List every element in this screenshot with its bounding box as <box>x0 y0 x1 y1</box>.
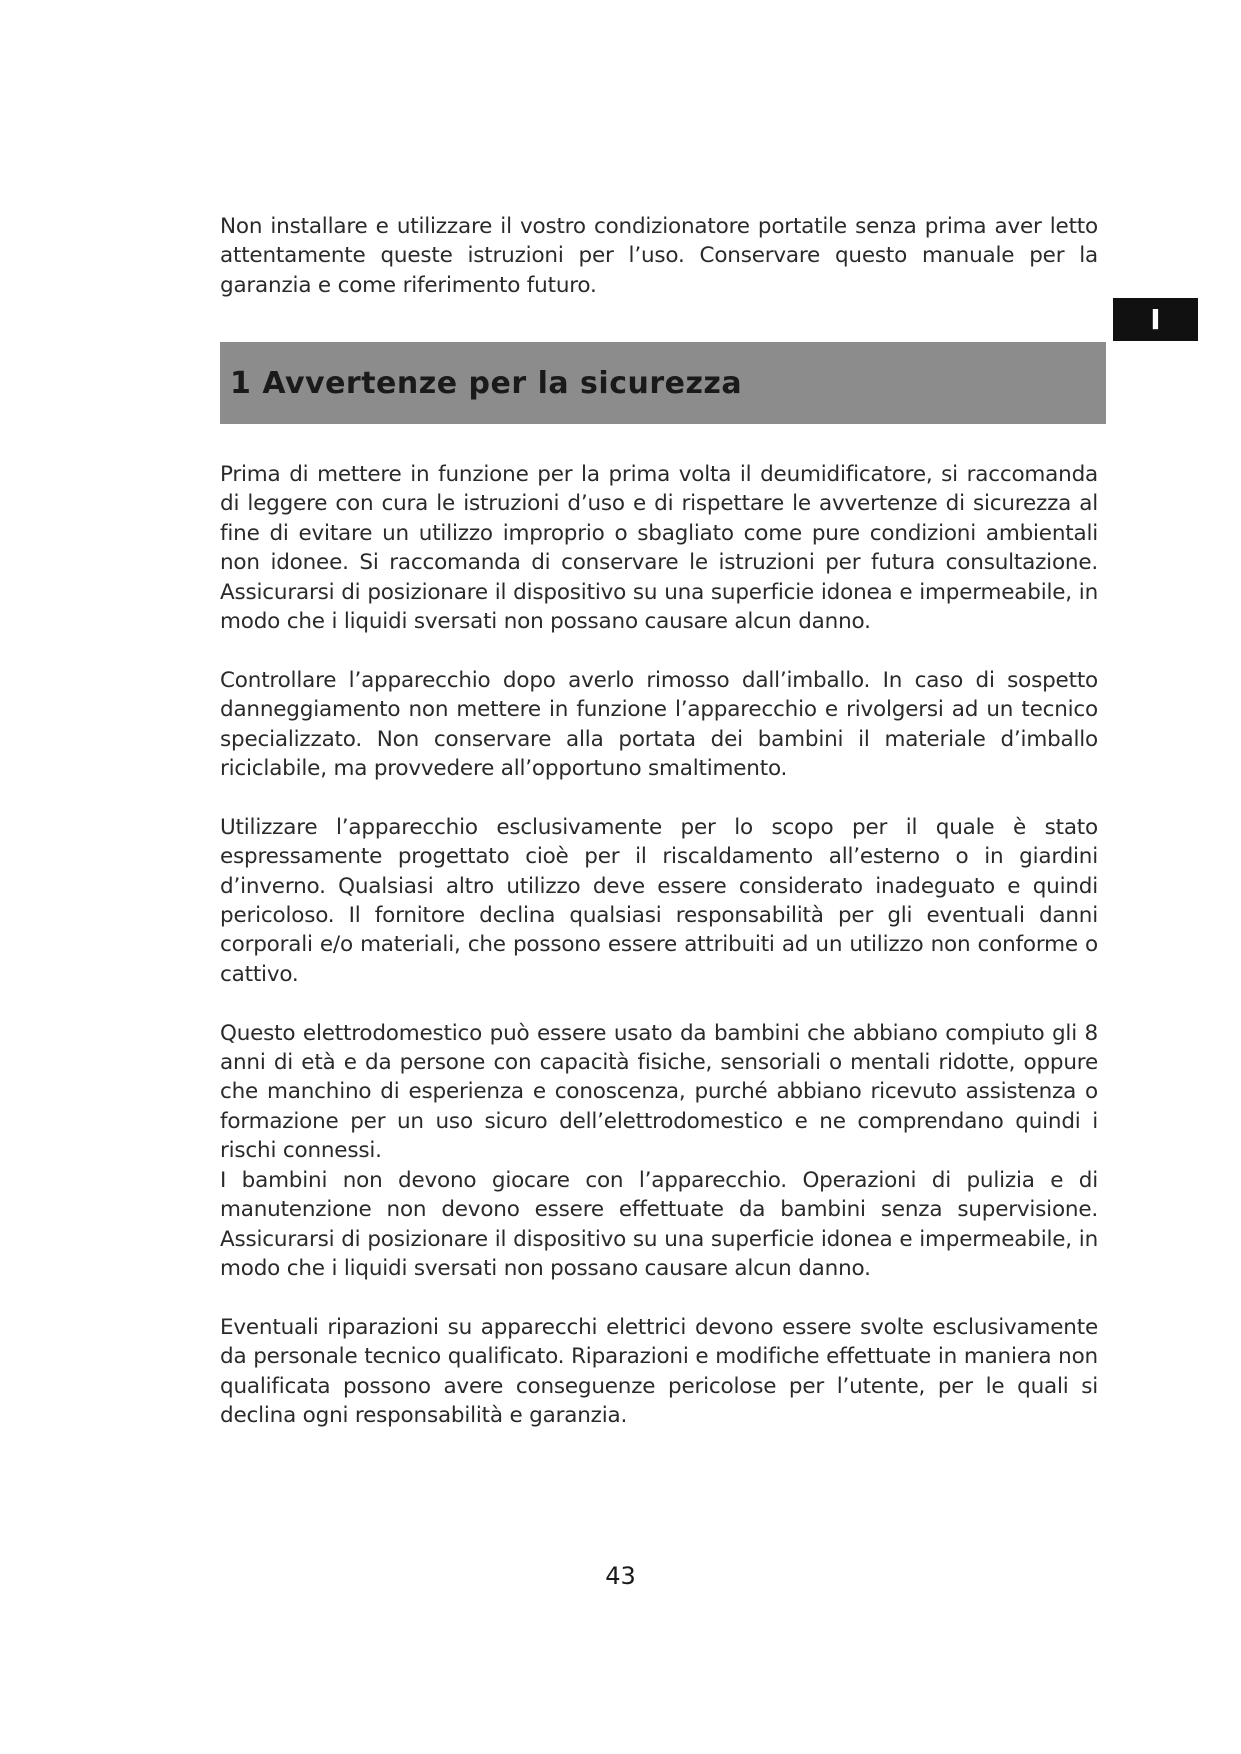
section-title: 1 Avvertenze per la sicurezza <box>230 365 743 401</box>
intro-text-block <box>220 212 1098 300</box>
section-header-bar <box>220 342 1106 424</box>
language-tab-italian: I <box>1113 298 1198 341</box>
intro-paragraph: Non installare e utilizzare il vostro condizionatore portatile senza prima aver letto attentamente queste istruzioni per l’uso. Conservare questo manuale per la garanzia e come riferimento futuro. <box>220 214 1098 298</box>
paragraph-repairs: Eventuali riparazioni su apparecchi elettrici devono essere svolte esclusivamente da personale tecnico qualificato. Riparazioni e modifiche effettuate in maniera non qualificata possono avere conseguenze pericolose per l’utente, per le quali si declina ogni responsabilità e garanzia. <box>220 1314 1098 1428</box>
paragraph-children-users: Questo elettrodomestico può essere usato da bambini che abbiano compiuto gli 8 anni di età e da persone con capacità fisiche, sensoriali o mentali ridotte, oppure che manchino di esperienza e conoscenza, purché abbiano ricevuto assistenza o formazione per un uso sicuro dell’elettrodomestico e ne comprendano quindi i rischi connessi. <box>220 1020 1098 1164</box>
paragraph-intended-use: Utilizzare l’apparecchio esclusivamente per lo scopo per il quale è stato espressamente progettato cioè per il riscaldamento all’esterno o in giardini d’inverno. Qualsiasi altro utilizzo deve essere considerato inadeguato e quindi pericoloso. Il fornitore declina qualsiasi responsabilità per gli eventuali danni corporali e/o materiali, che possono essere attribuiti ad un utilizzo non conforme o cattivo. <box>220 814 1098 987</box>
safety-text-block <box>220 460 1098 1460</box>
paragraph-unpacking: Controllare l’apparecchio dopo averlo rimosso dall’imballo. In caso di sospetto danneggiamento non mettere in funzione l’apparecchio e rivolgersi ad un tecnico specializzato. Non conservare alla portata dei bambini il materiale d’imballo riciclabile, ma provvedere all’opportuno smaltimento. <box>220 667 1098 782</box>
paragraph-children-supervision: I bambini non devono giocare con l’apparecchio. Operazioni di pulizia e di manutenzione non devono essere effettuate da bambini senza supervisione. Assicurarsi di posizionare il dispositivo su una superficie idonea e impermeabile, in modo che i liquidi sversati non possano causare alcun danno. <box>220 1167 1098 1281</box>
paragraph-first-use: Prima di mettere in funzione per la prima volta il deumidificatore, si raccomanda di leggere con cura le istruzioni d’uso e di rispettare le avvertenze di sicurezza al fine di evitare un utilizzo improprio o sbagliato come pure condizioni ambientali non idonee. Si raccomanda di conservare le istruzioni per futura consultazione. Assicurarsi di posizionare il dispositivo su una superficie idonea e impermeabile, in modo che i liquidi sversati non possano causare alcun danno. <box>220 462 1098 635</box>
page-number: 43 <box>605 1562 636 1590</box>
